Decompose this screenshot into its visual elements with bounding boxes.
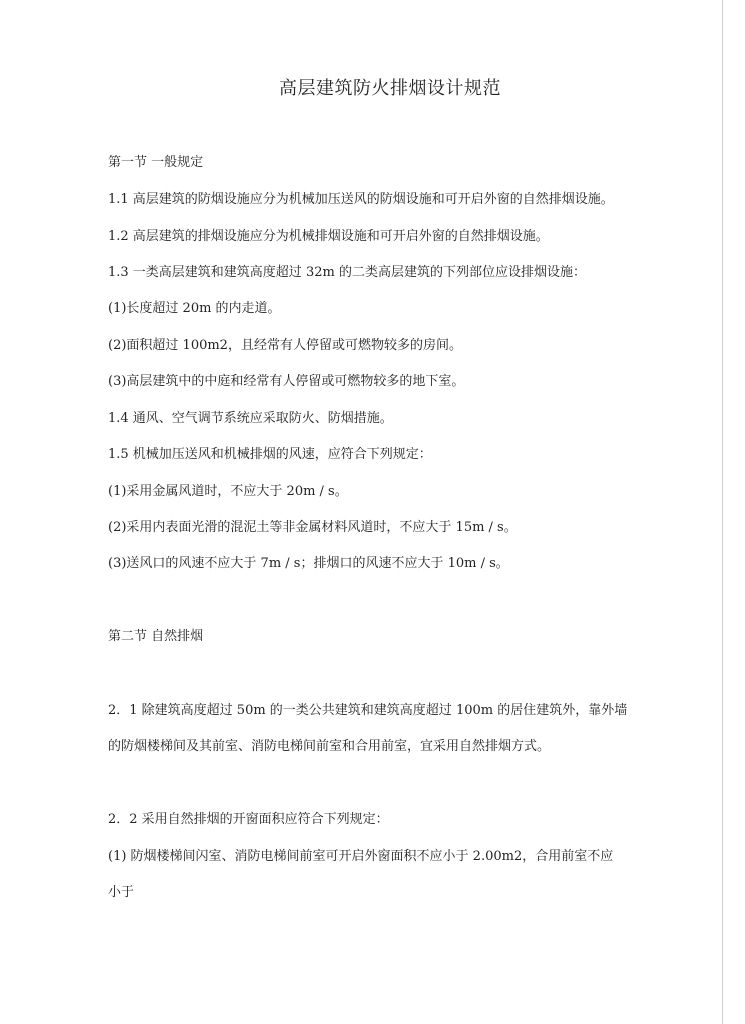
list-item-1-5-2: (2)采用内表面光滑的混泥土等非金属材料风道时，不应大于 15m / s。 — [108, 520, 517, 535]
list-item-1-3-1: (1)长度超过 20m 的内走道。 — [108, 301, 281, 316]
paragraph-2-2: 2．2 采用自然排烟的开窗面积应符合下列规定： — [108, 812, 389, 827]
list-item-1-3-2: (2)面积超过 100m2，且经常有人停留或可燃物较多的房间。 — [108, 338, 462, 353]
paragraph-2-1-line-2: 的防烟楼梯间及其前室、消防电梯间前室和合用前室，宜采用自然排烟方式。 — [108, 739, 551, 754]
paragraph-1-5: 1.5 机械加压送风和机械排烟的风速，应符合下列规定： — [108, 447, 432, 462]
list-item-2-2-1-line-2: 小于 — [108, 885, 135, 900]
document-title: 高层建筑防火排烟设计规范 — [279, 78, 501, 99]
paragraph-1-4: 1.4 通风、空气调节系统应采取防火、防烟措施。 — [108, 411, 393, 426]
paragraph-1-2: 1.2 高层建筑的排烟设施应分为机械排烟设施和可开启外窗的自然排烟设施。 — [108, 229, 549, 244]
list-item-1-5-3: (3)送风口的风速不应大于 7m / s；排烟口的风速不应大于 10m / s。 — [108, 556, 509, 571]
section-2-heading: 第二节 自然排烟 — [108, 629, 204, 644]
paragraph-1-3: 1.3 一类高层建筑和建筑高度超过 32m 的二类高层建筑的下列部位应设排烟设施： — [108, 265, 586, 280]
list-item-1-3-3: (3)高层建筑中的中庭和经常有人停留或可燃物较多的地下室。 — [108, 374, 465, 389]
section-1-heading: 第一节 一般规定 — [108, 155, 204, 170]
list-item-1-5-1: (1)采用金属风道时，不应大于 20m / s。 — [108, 484, 348, 499]
list-item-2-2-1-line-1: (1) 防烟楼梯间闪室、消防电梯间前室可开启外窗面积不应小于 2.00m2，合用前室不应 — [108, 849, 614, 864]
page-edge-divider — [722, 0, 723, 1024]
paragraph-2-1-line-1: 2．1 除建筑高度超过 50m 的一类公共建筑和建筑高度超过 100m 的居住建筑外，靠外墙 — [108, 703, 628, 718]
paragraph-1-1: 1.1 高层建筑的防烟设施应分为机械加压送风的防烟设施和可开启外窗的自然排烟设施。 — [108, 192, 614, 207]
